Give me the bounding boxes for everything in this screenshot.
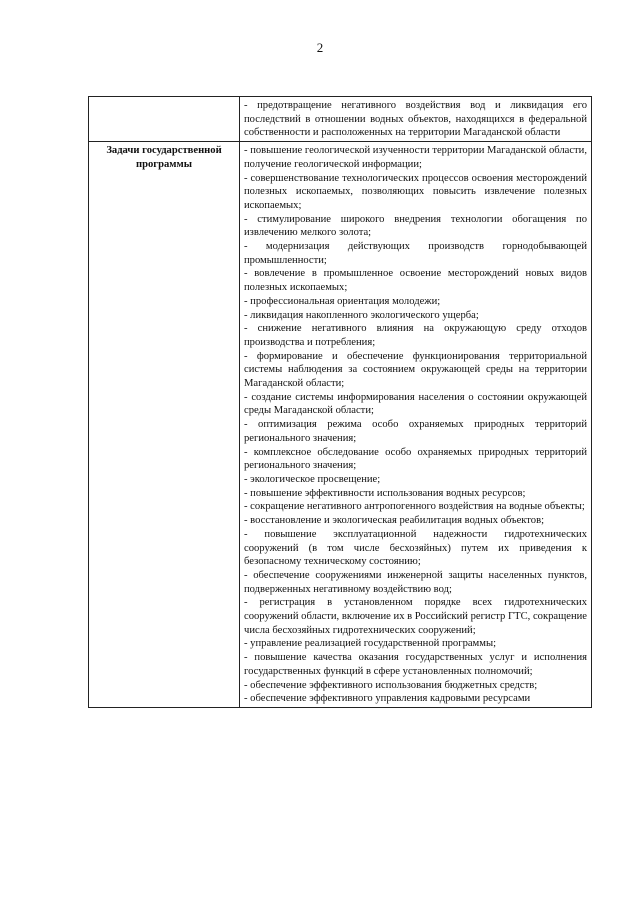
list-item: - модернизация действующих производств горнодобывающей промышленности;	[244, 241, 587, 266]
list-item: - стимулирование широкого внедрения технологии обогащения по извлечению мелкого золота;	[244, 213, 587, 239]
list-item: - регистрация в установленном порядке всех гидротехнических сооружений области, включение их в Российский регистр ГТС, сокращение числа бесхозяйных гидротехнических сооружений;	[244, 597, 587, 636]
list-item: - профессиональная ориентация молодежи;	[244, 295, 441, 307]
list-item: - вовлечение в промышленное освоение месторождений новых видов полезных ископаемых;	[244, 268, 587, 294]
list-item: - повышение эффективности использования водных ресурсов;	[244, 487, 526, 499]
row-content-cell	[240, 142, 592, 708]
list-item: - предотвращение негативного воздействия вод и ликвидация его последствий в отношении водных объектов, находящихся в федеральной собственности и расположенных на территории Магаданской области	[244, 100, 587, 139]
program-passport-table	[88, 96, 592, 708]
table-row	[89, 97, 592, 142]
list-item: - управление реализацией государственной программы;	[244, 638, 497, 650]
table-row	[89, 142, 592, 708]
row-label-cell: Задачи государственной программы	[89, 142, 240, 708]
list-item: - обеспечение эффективного управления кадровыми ресурсами	[244, 693, 531, 705]
list-item: - комплексное обследование особо охраняемых природных территорий регионального значения;	[244, 446, 587, 472]
page-number: 2	[316, 40, 324, 55]
row-content-cell	[240, 97, 592, 142]
list-item: - формирование и обеспечение функционирования территориальной системы наблюдения за состоянием окружающей среды на территории Магаданской области;	[244, 350, 587, 390]
list-item: - повышение геологической изученности территории Магаданской области, получение геологической информации;	[244, 145, 587, 170]
row-label-cell	[89, 97, 240, 142]
list-item: - экологическое просвещение;	[244, 473, 381, 485]
list-item: - повышение качества оказания государственных услуг и исполнения государственных функций в сфере установленных полномочий;	[244, 652, 587, 677]
list-item: - ликвидация накопленного экологического ущерба;	[244, 309, 479, 321]
list-item: - обеспечение эффективного использования бюджетных средств;	[244, 679, 538, 691]
list-item: - совершенствование технологических процессов освоения месторождений полезных ископаемых, позволяющих повысить извлечение полезных ископаемых;	[244, 172, 587, 211]
list-item: - создание системы информирования населения о состоянии окружающей среды Магаданской области;	[244, 391, 587, 417]
list-item: - сокращение негативного антропогенного воздействия на водные объекты;	[244, 501, 585, 513]
list-item: - оптимизация режима особо охраняемых природных территорий регионального значения;	[244, 419, 587, 444]
list-item: - снижение негативного влияния на окружающую среду отходов производства и потребления;	[244, 323, 587, 348]
list-item: - восстановление и экологическая реабилитация водных объектов;	[244, 515, 545, 527]
list-item: - обеспечение сооружениями инженерной защиты населенных пунктов, подверженных негативному воздействию вод;	[244, 569, 587, 595]
list-item: - повышение эксплуатационной надежности гидротехнических сооружений (в том числе бесхозяйных) путем их приведения к безопасному техническому состоянию;	[244, 528, 587, 568]
